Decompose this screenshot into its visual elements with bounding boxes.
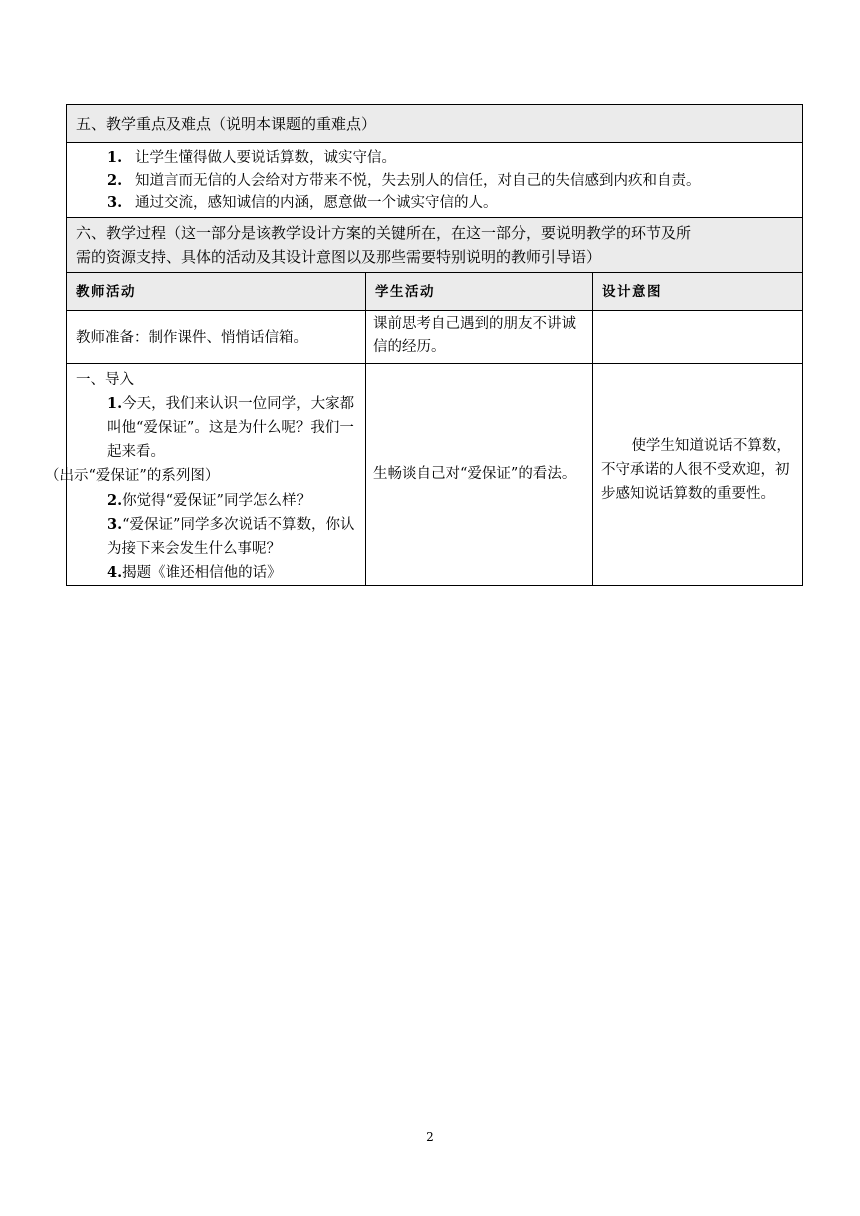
- table-row-introduction: [45, 364, 802, 585]
- section6-title: [67, 218, 802, 273]
- intro-heading: 一、导入: [76, 371, 134, 388]
- prep-teacher-cell: [67, 311, 366, 363]
- intro-item-1-number: 1.: [107, 394, 123, 412]
- lesson-plan-table: [45, 104, 803, 586]
- table-row-preparation: [67, 311, 802, 364]
- intro-item-4: [76, 561, 359, 585]
- key-point-text: 通过交流，感知诚信的内涵，愿意做一个诚实守信的人。: [135, 195, 498, 211]
- prep-teacher-text: 教师准备：制作课件、悄悄话信箱。: [76, 330, 308, 346]
- header-design-intent: 设计意图: [602, 283, 662, 300]
- header-student-activity: 学生活动: [366, 273, 593, 310]
- intro-item-3-number: 3.: [107, 515, 123, 533]
- intro-intent-cell: [593, 364, 802, 585]
- intro-item-4-text: 揭题《谁还相信他的话》: [122, 565, 282, 582]
- intro-item-2-text: 你觉得“爱保证”同学怎么样？: [122, 492, 311, 509]
- key-point-text: 让学生懂得做人要说话算数，诚实守信。: [135, 150, 396, 166]
- intro-item-3-text: “爱保证”同学多次说话不算数，你认为接下来会发生什么事呢？: [107, 516, 355, 557]
- table-header-row: [67, 273, 802, 311]
- intro-item-1-text: 今天，我们来认识一位同学，大家都叫他“爱保证”。这是为什么呢？我们一起来看。: [107, 395, 355, 461]
- intro-intent-text: 使学生知道说话不算数，不守承诺的人很不受欢迎，初步感知说话算数的重要性。: [601, 438, 791, 502]
- prep-student-cell: 课前思考自己遇到的朋友不讲诚信的经历。: [366, 311, 593, 363]
- key-point: [107, 192, 794, 215]
- key-points-list: [67, 143, 802, 218]
- header-teacher-activity: 教师活动: [67, 273, 366, 310]
- section6-title-line2: 需的资源支持、具体的活动及其设计意图以及那些需要特别说明的教师引导语）: [76, 248, 602, 266]
- section6-title-line1: 六、教学过程（这一部分是该教学设计方案的关键所在，在这一部分，要说明教学的环节及所: [76, 223, 692, 242]
- intro-item-2-number: 2.: [107, 491, 123, 509]
- key-point: [107, 170, 794, 193]
- intro-item-1: [76, 392, 359, 465]
- intro-item-4-number: 4.: [107, 564, 123, 582]
- intro-student-text: 生畅谈自己对“爱保证”的看法。: [373, 466, 577, 482]
- key-point: [107, 147, 794, 170]
- intro-student-cell: [366, 364, 593, 585]
- intro-item-3: [76, 513, 359, 561]
- page-number: 2: [426, 1130, 434, 1144]
- key-point-number: 2.: [107, 171, 123, 189]
- key-point-text: 知道言而无信的人会给对方带来不悦，失去别人的信任，对自己的失信感到内疚和自责。: [135, 172, 701, 189]
- section5-title: 五、教学重点及难点（说明本课题的重难点）: [67, 105, 802, 143]
- intro-teacher-cell: [45, 364, 366, 585]
- intro-item-2: [76, 489, 359, 513]
- prep-intent-cell: [593, 311, 802, 363]
- intro-item-1-note: （出示“爱保证”的系列图）: [45, 468, 220, 485]
- key-point-number: 3.: [107, 194, 123, 211]
- key-point-number: 1.: [107, 149, 123, 166]
